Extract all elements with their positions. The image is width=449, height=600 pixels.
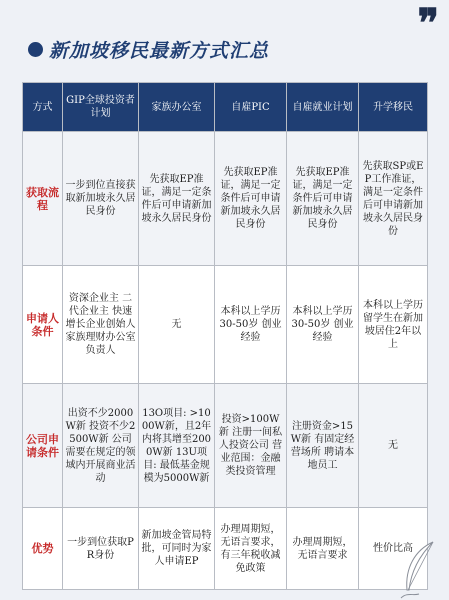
bullet-dot-icon (28, 42, 43, 57)
table-cell: 本科以上学历 30-50岁 创业经验 (215, 266, 287, 384)
table-cell: 办理周期短，无语言要求，有三年税收减免政策 (215, 508, 287, 590)
column-header: 自雇就业计划 (287, 83, 359, 132)
table-cell: 办理周期短，无语言要求 (287, 508, 359, 590)
column-header: 自雇PIC (215, 83, 287, 132)
table-cell: 13O项目: >1000W新，且2年内将其增至2000W新 13U项目: 最低基金规模为5000W新 (139, 384, 215, 508)
row-label: 优势 (23, 508, 63, 590)
row-label: 申请人条件 (23, 266, 63, 384)
column-header: 方式 (23, 83, 63, 132)
page-title: 新加坡移民最新方式汇总 (49, 40, 270, 62)
row-label: 获取流程 (23, 132, 63, 266)
table-cell: 性价比高 (359, 508, 428, 590)
column-header: 家族办公室 (139, 83, 215, 132)
quill-pen-icon (397, 540, 437, 600)
table-cell: 无 (139, 266, 215, 384)
table-header-row (23, 83, 428, 132)
table-cell: 先获取EP准证，满足一定条件后可申请新加坡永久居民身份 (287, 132, 359, 266)
table-cell: 新加坡金管局特批，可同时为家人申请EP (139, 508, 215, 590)
table-cell: 先获取SP或EP工作准证，满足一定条件后可申请新加坡永久居民身份 (359, 132, 428, 266)
table-cell: 投资>100W新 注册一间私人投资公司 营业范围：金融类投资管理 (215, 384, 287, 508)
header (28, 36, 269, 63)
table-cell: 本科以上学历 留学生在新加坡居住2年以上 (359, 266, 428, 384)
row-label: 公司申请条件 (23, 384, 63, 508)
table-cell: 资深企业主 二代企业主 快速增长企业创始人 家族理财办公室负责人 (63, 266, 139, 384)
table-cell: 无 (359, 384, 428, 508)
table-cell: 一步到位直接获取新加坡永久居民身份 (63, 132, 139, 266)
table-cell: 注册资金>15W新 有固定经营场所 聘请本地员工 (287, 384, 359, 508)
table-row (23, 266, 428, 384)
table-row (23, 508, 428, 590)
column-header: 升学移民 (359, 83, 428, 132)
table-cell: 先获取EP准证，满足一定条件后可申请新加坡永久居民身份 (215, 132, 287, 266)
comparison-table (22, 82, 428, 590)
table-cell: 出资不少2000W新 投资不少2500W新 公司需要在规定的领域内开展商业活动 (63, 384, 139, 508)
quote-mark-icon: ❞ (417, 0, 439, 47)
table-cell: 本科以上学历 30-50岁 创业经验 (287, 266, 359, 384)
table-row (23, 132, 428, 266)
column-header: GIP全球投资者计划 (63, 83, 139, 132)
table-cell: 先获取EP准证，满足一定条件后可申请新加坡永久居民身份 (139, 132, 215, 266)
table-cell: 一步到位获取PR身份 (63, 508, 139, 590)
table-row (23, 384, 428, 508)
